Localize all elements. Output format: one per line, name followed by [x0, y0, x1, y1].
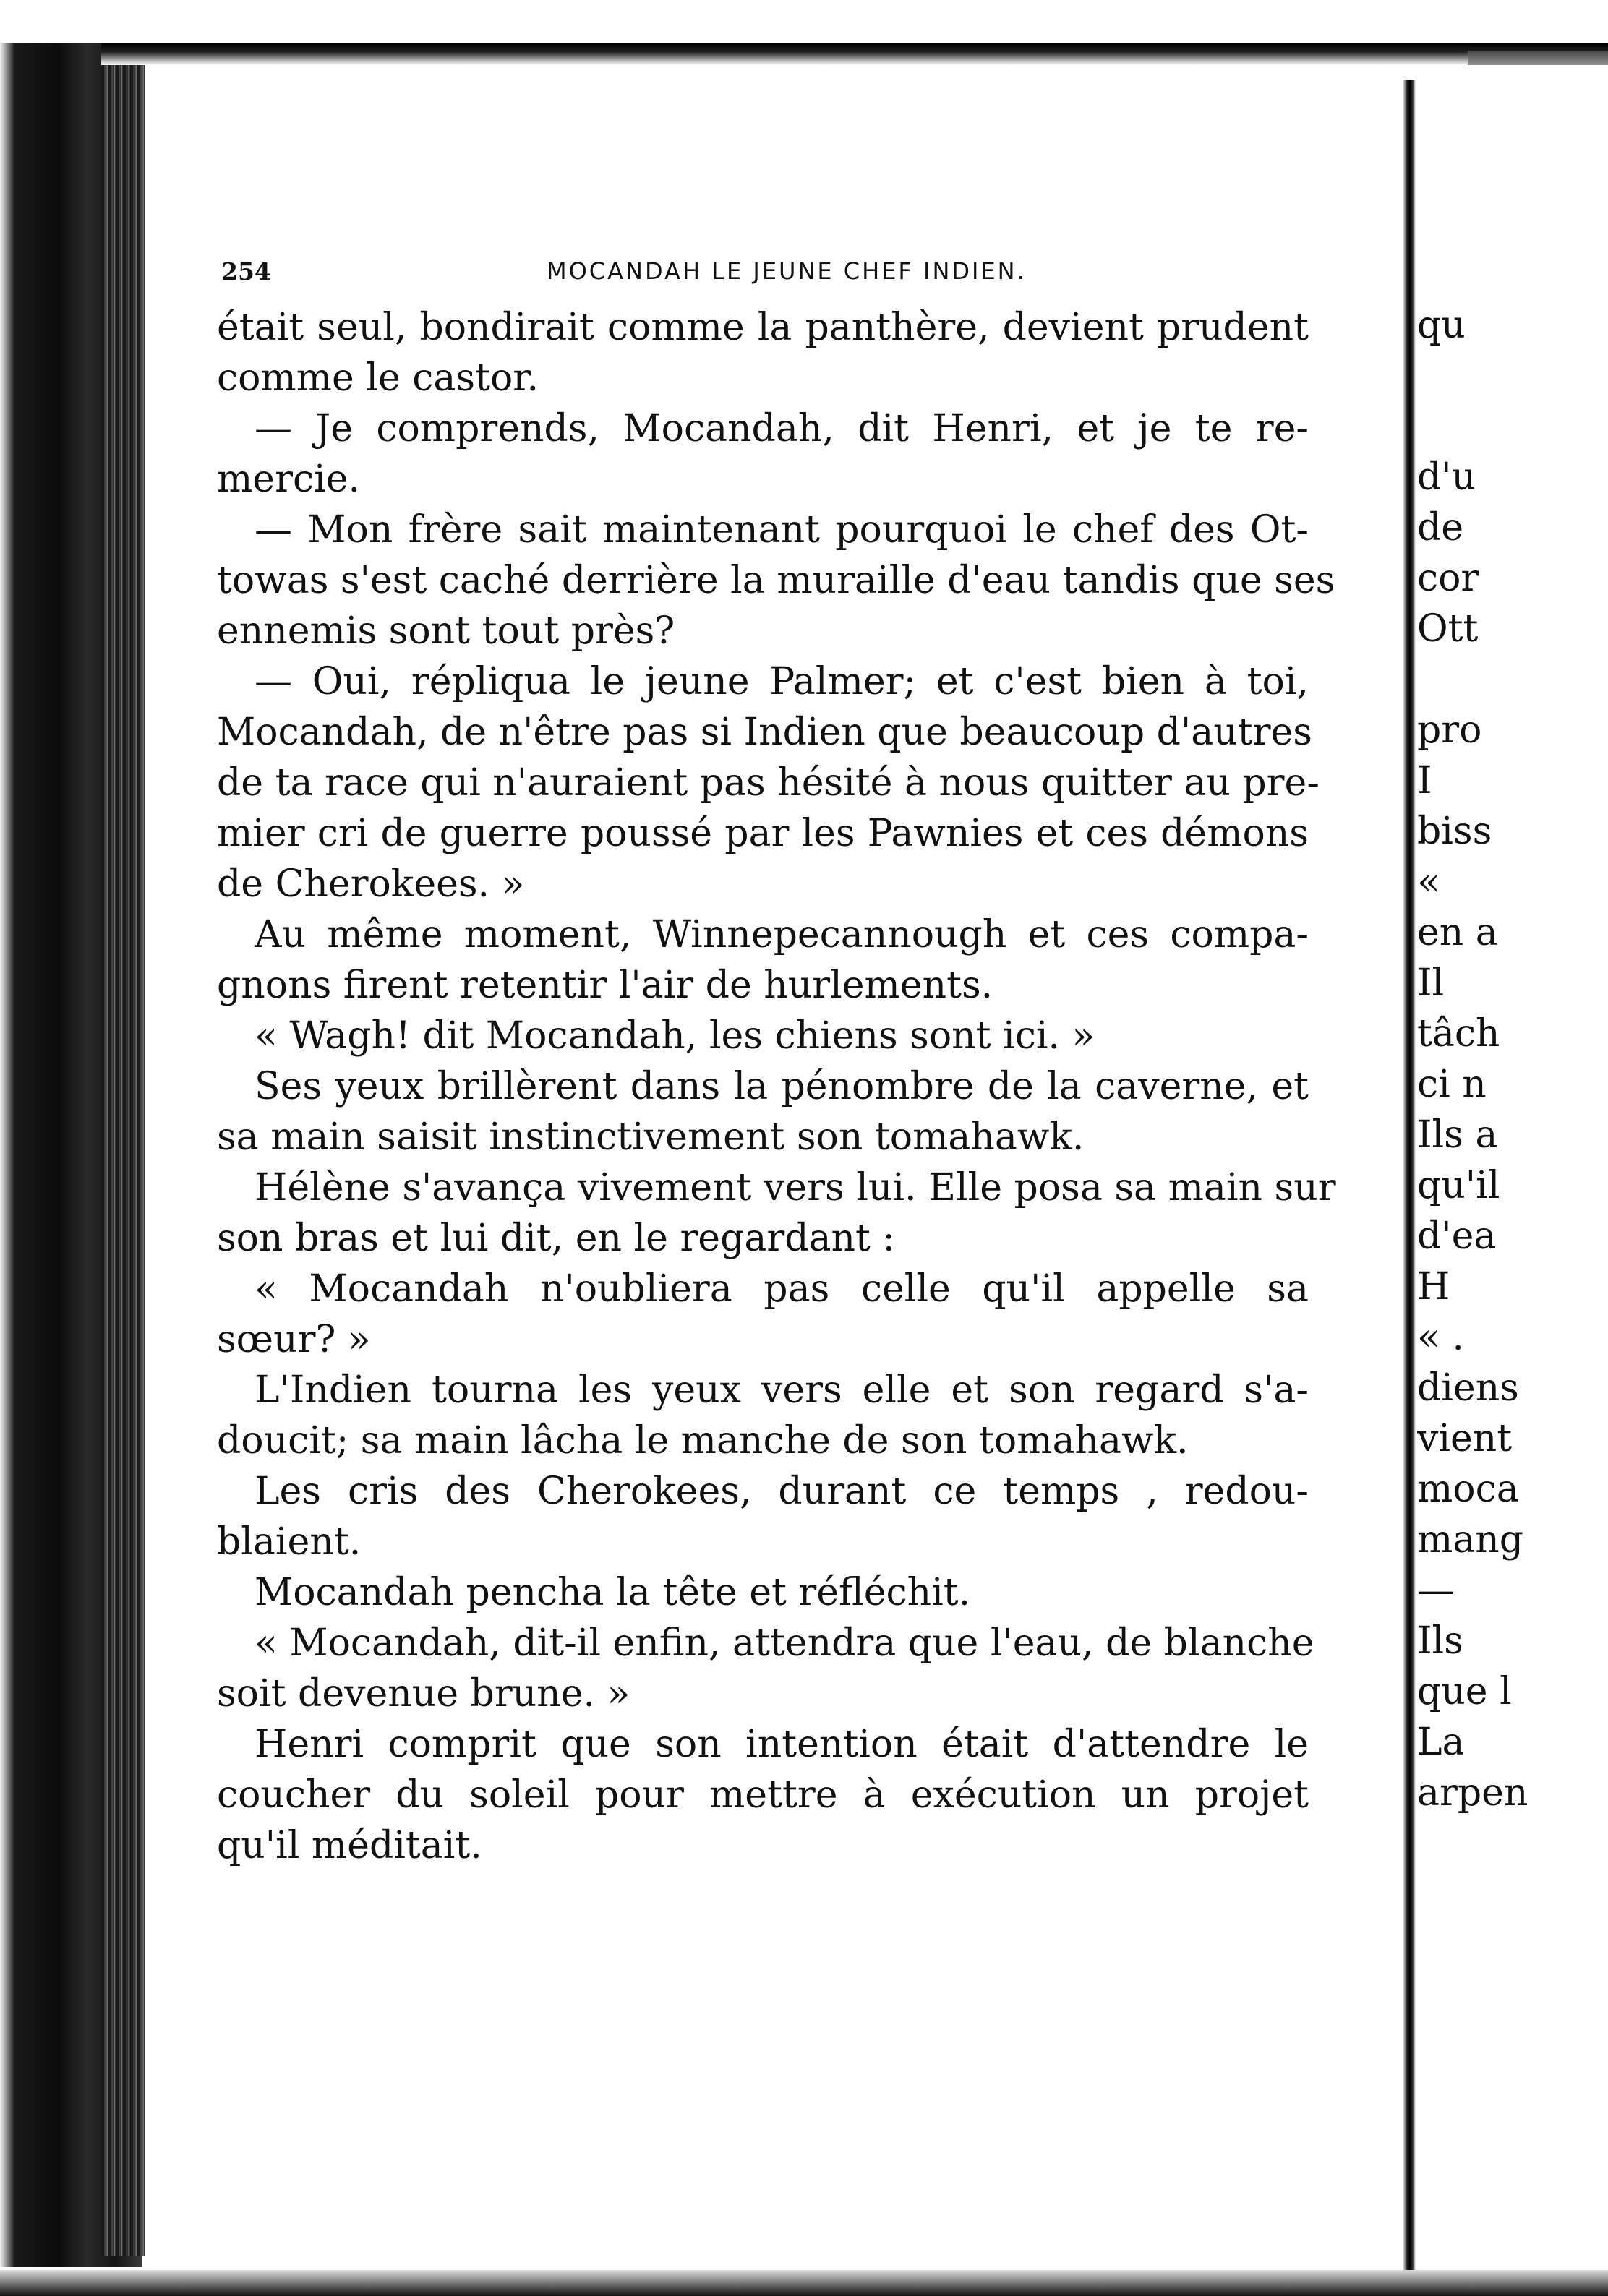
text-line: — Mon frère sait maintenant pourquoi le chef des Ot- [255, 508, 1309, 552]
text-line: son bras et lui dit, en le regardant : [217, 1217, 895, 1260]
text-line: Mocandah, de n'être pas si Indien que beaucoup d'autres [217, 711, 1312, 754]
running-title: MOCANDAH LE JEUNE CHEF INDIEN. [547, 257, 1027, 285]
fragment-line: que l [1417, 1670, 1512, 1713]
text-line: Les cris des Cherokees, durant ce temps , redou- [255, 1470, 1309, 1513]
fragment-line: qu [1417, 304, 1466, 347]
bottom-edge-shadow [0, 2270, 1608, 2296]
fragment-line: H [1417, 1265, 1450, 1308]
fragment-line: « [1417, 860, 1440, 904]
text-line: mier cri de guerre poussé par les Pawnies et ces démons [217, 812, 1309, 855]
page-edges [101, 51, 145, 2256]
fragment-line: qu'il [1417, 1164, 1500, 1207]
text-line: de Cherokees. » [217, 862, 525, 906]
fragment-line: cor [1417, 557, 1479, 600]
fragment-line: biss [1417, 810, 1492, 853]
text-line: doucit; sa main lâcha le manche de son tomahawk. [217, 1419, 1189, 1462]
fragment-line: d'u [1417, 455, 1476, 499]
text-line: towas s'est caché derrière la muraille d'eau tandis que ses [217, 559, 1335, 602]
fragment-line: Ils a [1417, 1113, 1498, 1157]
right-page-fragment [1417, 65, 1608, 2270]
fragment-line: d'ea [1417, 1215, 1497, 1258]
text-line: qu'il méditait. [217, 1824, 482, 1867]
fragment-line: de [1417, 506, 1464, 549]
fragment-line: Il [1417, 961, 1445, 1005]
fragment-line: pro [1417, 708, 1482, 752]
text-line: L'Indien tourna les yeux vers elle et son regard s'a- [255, 1368, 1309, 1412]
text-line: Au même moment, Winnepecannough et ces compa- [255, 913, 1309, 956]
text-line: de ta race qui n'auraient pas hésité à nous quitter au pre- [217, 761, 1320, 805]
running-head [221, 257, 1306, 294]
text-line: Hélène s'avança vivement vers lui. Elle posa sa main sur [255, 1166, 1336, 1209]
text-line: « Mocandah, dit-il enfin, attendra que l'eau, de blanche [255, 1622, 1314, 1665]
fragment-line: La [1417, 1721, 1465, 1764]
text-line: — Oui, répliqua le jeune Palmer; et c'est bien à toi, [255, 660, 1309, 703]
text-line: Mocandah pencha la tête et réfléchit. [255, 1571, 971, 1614]
top-edge-shadow [101, 43, 1608, 65]
page-number: 254 [221, 257, 271, 286]
text-line: sœur? » [217, 1318, 371, 1361]
fragment-line: moca [1417, 1468, 1519, 1511]
fragment-line: en a [1417, 911, 1498, 954]
text-line: « Wagh! dit Mocandah, les chiens sont ici. » [255, 1014, 1095, 1058]
fragment-line: — [1417, 1569, 1455, 1612]
fragment-line: « . [1417, 1316, 1464, 1359]
text-line: « Mocandah n'oubliera pas celle qu'il appelle sa [255, 1267, 1309, 1311]
text-line: comme le castor. [217, 356, 539, 400]
text-line: coucher du soleil pour mettre à exécution un projet [217, 1773, 1309, 1817]
book-gutter [1403, 80, 1416, 2277]
text-line: ennemis sont tout près? [217, 609, 675, 653]
fragment-line: I [1417, 759, 1432, 802]
text-line: — Je comprends, Mocandah, dit Henri, et je te re- [255, 407, 1309, 450]
text-line: soit devenue brune. » [217, 1672, 630, 1715]
fragment-line: Ott [1417, 607, 1479, 651]
text-line: sa main saisit instinctivement son tomahawk. [217, 1115, 1085, 1159]
text-line: gnons firent retentir l'air de hurlements. [217, 964, 993, 1007]
fragment-line: Ils [1417, 1619, 1463, 1663]
text-line: était seul, bondirait comme la panthère, devient prudent [217, 306, 1309, 349]
fragment-line: tâch [1417, 1012, 1500, 1055]
fragment-line: arpen [1417, 1771, 1528, 1815]
body-text [217, 302, 1336, 1871]
text-line: Ses yeux brillèrent dans la pénombre de la caverne, et [255, 1065, 1309, 1108]
text-line: blaient. [217, 1520, 362, 1564]
fragment-line: ci n [1417, 1063, 1487, 1106]
fragment-line: vient [1417, 1417, 1513, 1460]
text-line: Henri comprit que son intention était d'attendre le [255, 1723, 1309, 1766]
text-line: mercie. [217, 458, 360, 501]
fragment-line: mang [1417, 1518, 1524, 1562]
fragment-line: diens [1417, 1366, 1519, 1410]
